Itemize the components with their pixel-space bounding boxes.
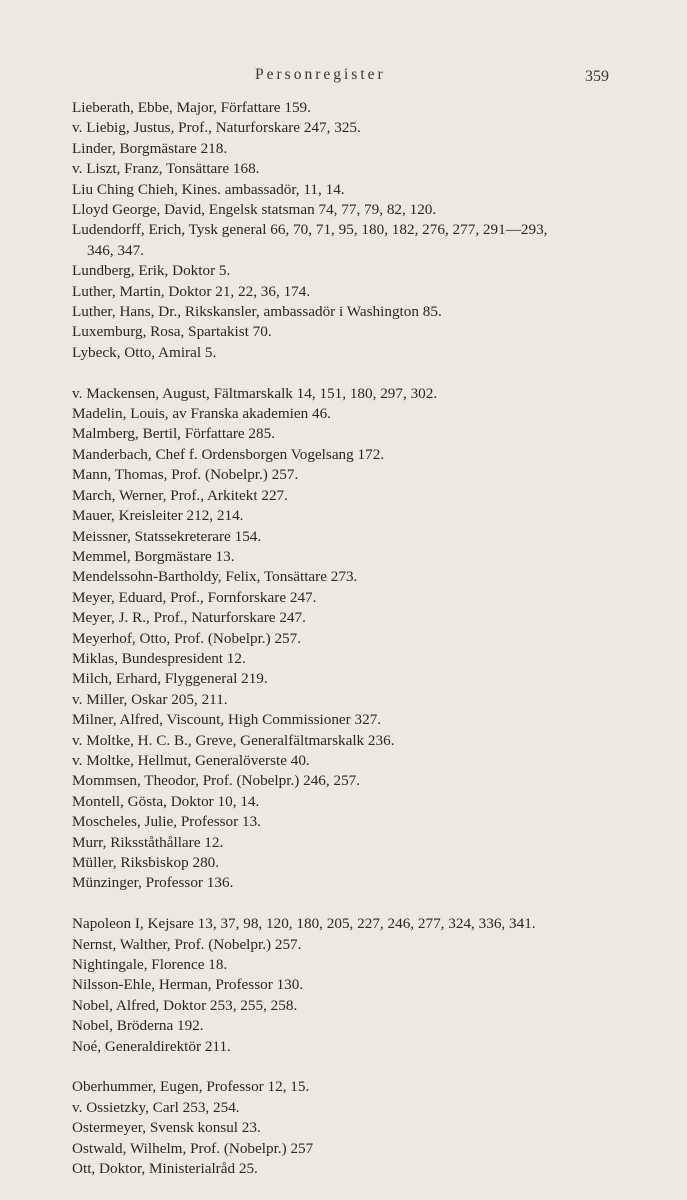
index-entry: Lloyd George, David, Engelsk statsman 74, 77, 79, 82, 120. <box>72 201 437 219</box>
index-group-o <box>72 1077 632 1179</box>
index-entry-continuation: 346, 347. <box>87 241 144 259</box>
index-entry: Nightingale, Florence 18. <box>72 956 228 974</box>
index-entry: v. Ossietzky, Carl 253, 254. <box>72 1098 240 1116</box>
index-group-m <box>72 384 632 894</box>
index-group-n <box>72 914 632 1057</box>
index-entry: Nernst, Walther, Prof. (Nobelpr.) 257. <box>72 935 302 953</box>
index-entry: Mendelssohn-Bartholdy, Felix, Tonsättare 273. <box>72 568 358 586</box>
index-entry: Meyerhof, Otto, Prof. (Nobelpr.) 257. <box>72 629 302 647</box>
index-entry: v. Liszt, Franz, Tonsättare 168. <box>72 160 260 178</box>
index-entry: Ott, Doktor, Ministerialråd 25. <box>72 1160 258 1178</box>
index-entry: Ostermeyer, Svensk konsul 23. <box>72 1119 261 1137</box>
page-number: 359 <box>585 68 609 85</box>
index-entry: Nilsson-Ehle, Herman, Professor 130. <box>72 976 304 994</box>
index-entry: Lundberg, Erik, Doktor 5. <box>72 262 231 280</box>
index-entry: Milner, Alfred, Viscount, High Commissioner 327. <box>72 711 382 729</box>
index-entry: Lybeck, Otto, Amiral 5. <box>72 343 217 361</box>
index-entry: Murr, Riksståthållare 12. <box>72 833 224 851</box>
index-entry: Noé, Generaldirektör 211. <box>72 1037 231 1055</box>
index-entry: Nobel, Bröderna 192. <box>72 1017 204 1035</box>
index-entry: v. Mackensen, August, Fältmarskalk 14, 151, 180, 297, 302. <box>72 384 438 402</box>
index-entry: Mann, Thomas, Prof. (Nobelpr.) 257. <box>72 466 299 484</box>
index-entry: Luther, Hans, Dr., Rikskansler, ambassadör i Washington 85. <box>72 303 442 321</box>
index-entry: Madelin, Louis, av Franska akademien 46. <box>72 405 331 423</box>
index-entry: Malmberg, Bertil, Författare 285. <box>72 425 276 443</box>
index-entry: Meyer, Eduard, Prof., Fornforskare 247. <box>72 588 317 606</box>
index-entry: March, Werner, Prof., Arkitekt 227. <box>72 486 288 504</box>
index-entry: Nobel, Alfred, Doktor 253, 255, 258. <box>72 996 298 1014</box>
index-entry: Luther, Martin, Doktor 21, 22, 36, 174. <box>72 282 311 300</box>
index-entry: Montell, Gösta, Doktor 10, 14. <box>72 792 260 810</box>
index-entry: v. Moltke, H. C. B., Greve, Generalfältmarskalk 236. <box>72 731 395 749</box>
index-entry: Meyer, J. R., Prof., Naturforskare 247. <box>72 609 306 627</box>
index-entry: Moscheles, Julie, Professor 13. <box>72 813 261 831</box>
index-entry: Miklas, Bundespresident 12. <box>72 649 246 667</box>
index-entry: Ludendorff, Erich, Tysk general 66, 70, 71, 95, 180, 182, 276, 277, 291—293, <box>72 221 548 239</box>
index-entry: Linder, Borgmästare 218. <box>72 139 228 157</box>
index-entry: Manderbach, Chef f. Ordensborgen Vogelsang 172. <box>72 445 385 463</box>
index-entry: Luxemburg, Rosa, Spartakist 70. <box>72 323 272 341</box>
index-entry: Oberhummer, Eugen, Professor 12, 15. <box>72 1078 310 1096</box>
index-entry: v. Moltke, Hellmut, Generalöverste 40. <box>72 751 310 769</box>
index-entry: v. Liebig, Justus, Prof., Naturforskare 247, 325. <box>72 119 361 137</box>
index-entry: Meissner, Statssekreterare 154. <box>72 527 262 545</box>
index-entry: Münzinger, Professor 136. <box>72 874 234 892</box>
person-index <box>72 98 632 1200</box>
index-entry: Milch, Erhard, Flyggeneral 219. <box>72 670 268 688</box>
index-group-l <box>72 98 632 363</box>
index-entry: v. Miller, Oskar 205, 211. <box>72 690 228 708</box>
index-entry: Ostwald, Wilhelm, Prof. (Nobelpr.) 257 <box>72 1139 314 1157</box>
index-entry: Mauer, Kreisleiter 212, 214. <box>72 507 244 525</box>
index-entry: Liu Ching Chieh, Kines. ambassadör, 11, 14. <box>72 180 345 198</box>
index-entry: Mommsen, Theodor, Prof. (Nobelpr.) 246, 257. <box>72 772 361 790</box>
index-entry: Müller, Riksbiskop 280. <box>72 854 220 872</box>
running-header-title: Personregister <box>255 66 386 83</box>
index-entry: Memmel, Borgmästare 13. <box>72 547 235 565</box>
index-entry: Lieberath, Ebbe, Major, Författare 159. <box>72 99 311 116</box>
index-entry: Napoleon I, Kejsare 13, 37, 98, 120, 180, 205, 227, 246, 277, 324, 336, 341. <box>72 915 536 933</box>
